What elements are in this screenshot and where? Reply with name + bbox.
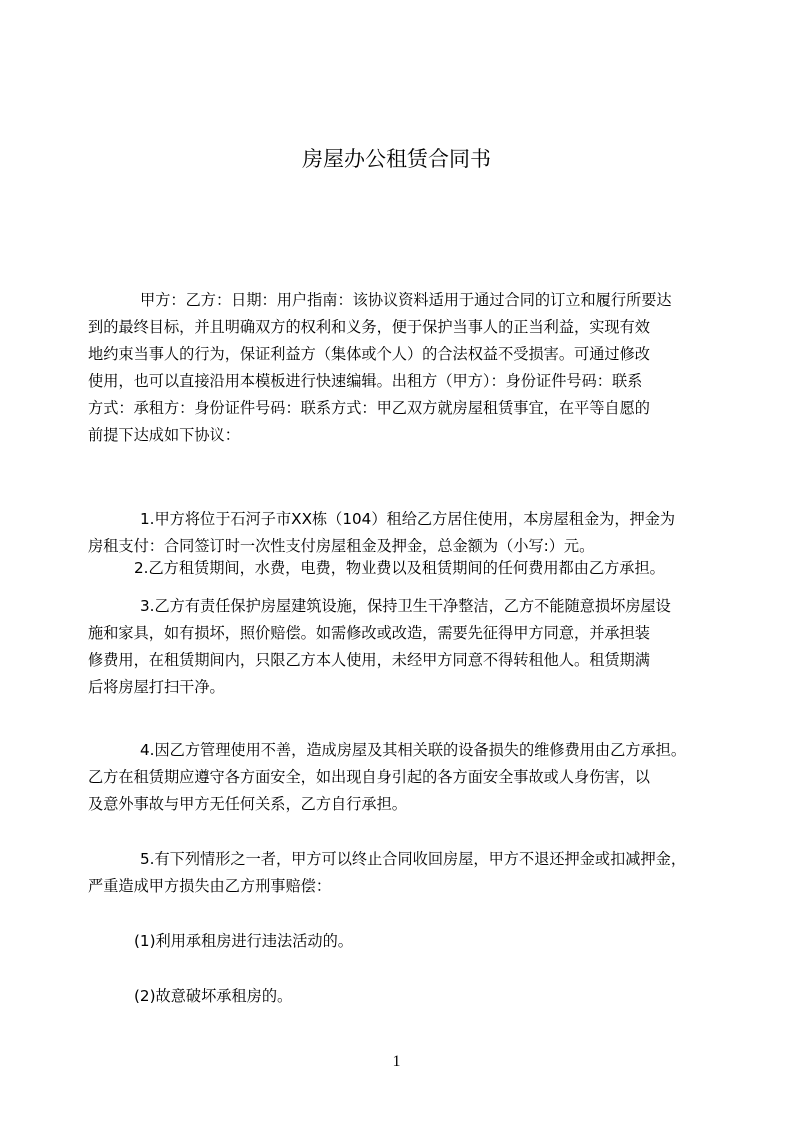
clause-4: 4.因乙方管理使用不善，造成房屋及其相关联的设备损失的维修费用由乙方承担。 — [140, 741, 687, 759]
clause-3: 3.乙方有责任保护房屋建筑设施，保持卫生干净整洁，乙方不能随意损坏房屋设 — [140, 597, 671, 615]
sub-item-2: (2)故意破坏承租房的。 — [134, 987, 293, 1005]
clause-5: 5.有下列情形之一者，甲方可以终止合同收回房屋，甲方不退还押金或扣减押金， — [140, 850, 687, 868]
clause-1: 1.甲方将位于石河子市XX栋（104）租给乙方居住使用，本房屋租金为，押金为 — [140, 510, 676, 528]
text-line: 后将房屋打扫干净。 — [88, 678, 225, 696]
text-line: 方式：承租方：身份证件号码：联系方式：甲乙双方就房屋租赁事宜，在平等自愿的 — [88, 399, 650, 417]
page-number: 1 — [392, 1053, 401, 1070]
text-line: 使用，也可以直接沿用本模板进行快速编辑。出租方（甲方）：身份证件号码：联系 — [88, 372, 643, 390]
text-line: 施和家具，如有损坏，照价赔偿。如需修改或改造，需要先征得甲方同意，并承担装 — [88, 624, 650, 642]
text-line: 甲方：乙方：日期：用户指南：该协议资料适用于通过合同的订立和履行所要达 — [140, 291, 672, 309]
text-line: 房租支付：合同签订时一次性支付房屋租金及押金，总金额为（小写:）元。 — [88, 537, 595, 555]
text-line: 前提下达成如下协议： — [88, 426, 240, 444]
clause-2: 2.乙方租赁期间，水费，电费，物业费以及租赁期间的任何费用都由乙方承担。 — [134, 559, 665, 577]
text-line: 严重造成甲方损失由乙方刑事赔偿： — [88, 877, 331, 895]
document-title: 房屋办公租赁合同书 — [302, 147, 491, 171]
text-line: 修费用，在租赁期间内，只限乙方本人使用，未经甲方同意不得转租他人。租赁期满 — [88, 651, 650, 669]
sub-item-1: (1)利用承租房进行违法活动的。 — [134, 932, 353, 950]
text-line: 地约束当事人的行为，保证利益方（集体或个人）的合法权益不受损害。可通过修改 — [88, 345, 650, 363]
text-line: 到的最终目标，并且明确双方的权利和义务，便于保护当事人的正当利益，实现有效 — [88, 318, 650, 336]
text-line: 及意外事故与甲方无任何关系，乙方自行承担。 — [88, 795, 407, 813]
text-line: 乙方在租赁期应遵守各方面安全，如出现自身引起的各方面安全事故或人身伤害，以 — [88, 768, 650, 786]
